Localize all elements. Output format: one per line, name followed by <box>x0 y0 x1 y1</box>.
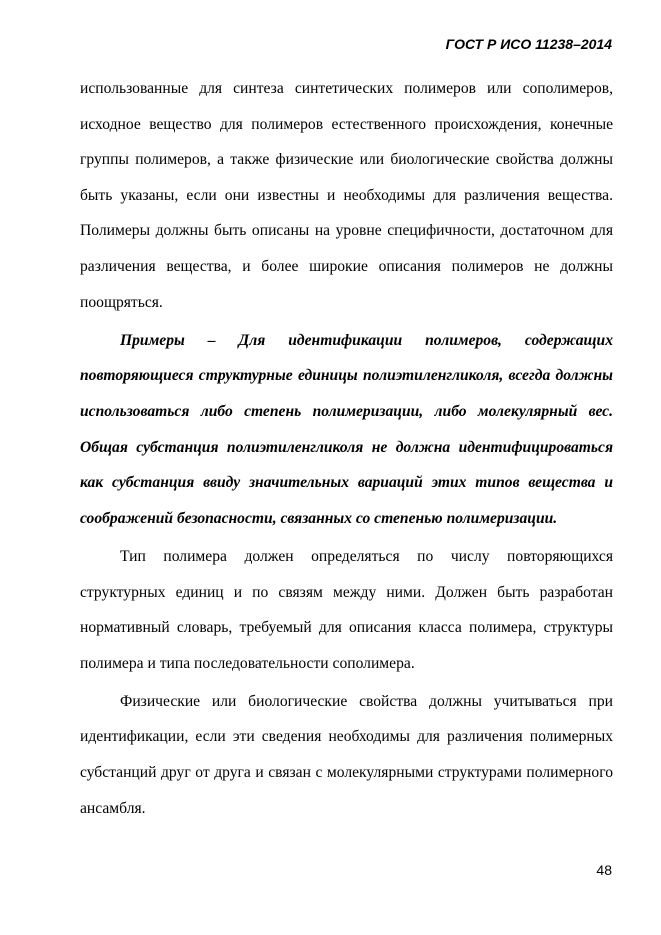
document-code-header: ГОСТ Р ИСО 11238–2014 <box>445 36 612 52</box>
page-number: 48 <box>596 862 612 878</box>
document-body <box>80 71 613 826</box>
paragraph-example: Примеры – Для идентификации полимеров, содержащих повторяющиеся структурные единицы полиэтиленгликоля, всегда должны использоваться либо степень полимеризации, либо молекулярный вес. Общая субстанция полиэтиленгликоля не должна идентифицироваться как субстанция ввиду значительных вариаций этих типов вещества и соображений безопасности, связанных со степенью полимеризации. <box>80 331 613 527</box>
paragraph-properties: Физические или биологические свойства должны учитываться при идентификации, если эти сведения необходимы для различения полимерных субстанций друг от друга и связан с молекулярными структурами полимерного ансамбля. <box>80 692 613 817</box>
paragraph-polymer-type: Тип полимера должен определяться по числу повторяющихся структурных единиц и по связям между ними. Должен быть разработан нормативный словарь, требуемый для описания класса полимера, структуры полимера и типа последовательности сополимера. <box>80 547 613 672</box>
paragraph-continuation: использованные для синтеза синтетических полимеров или сополимеров, исходное вещество для полимеров естественного происхождения, конечные группы полимеров, а также физические или биологические свойства должны быть указаны, если они известны и необходимы для различения вещества. Полимеры должны быть описаны на уровне специфичности, достаточном для различения вещества, и более широкие описания полимеров не должны поощряться. <box>80 80 613 311</box>
